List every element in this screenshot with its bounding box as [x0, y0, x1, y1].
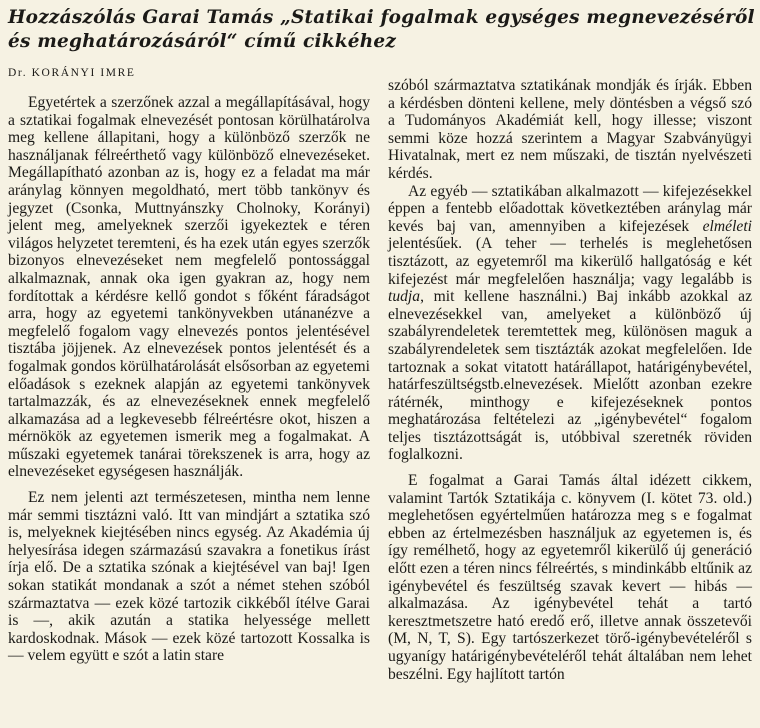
paragraph: Egyetértek a szerzőnek azzal a megállapításával, hogy a sztatikai fogalmak elnevezését pontosan körülhatárolva meg kellene állapitani, hogy a különböző szerzők ne használjanak félreérthető vagy különböző elnevezéseket. Megállapítható azonban az is, hogy ez a feladat ma már aránylag könnyen megoldható, mert több tankönyv és jegyzet (Csonka, Muttnyánszky Cholnoky, Korányi) jelent meg, amelyeknek szerzői igyekeztek e téren világos helyzetet teremteni, és ha ezek után egyes szerzők bizonyos elnevezéseket nem megfelelő pontossággal alkalmaznak, annak oka igen gyakran az, hogy nem fordítottak a kérdésre kellő gondot s főként fáradságot arra, hogy az egyetemi tankönyvekben utánanézve a megfelelő fogalom vagy elnevezés pontos jelentésével tisztába jöjjenek. Az elnevezések pontos jelentését és a fogalmak gondos körülhatárolását elsősorban az egyetemi előadások s ezeknek alapján az egyetemi tankönyvek tartalmazzák, és az elnevezéseknek ennek megfelelő alkamazása ad a legkevesebb félreértésre okot, hiszen a mérnökök az egyetemen ismerik meg a fogalmakat. A műszaki egyetemek tanárai törekszenek is arra, hogy az elnevezéseket egységesen használják.: [8, 94, 370, 481]
article-title: Hozzászólás Garai Tamás „Statikai fogalmak egységes megnevezéséről és meghatározásáról“ című cikkéhez: [8, 7, 755, 52]
paragraph: szóból származtatva sztatikának mondják és írják. Ebben a kérdésben dönteni kellene, mely döntésben a végső szó a Tudományos Akadémiát kell, hogy illesse; viszont semmi köze hozzá szerintem a Magyar Szabványügyi Hivatalnak, mert ez nem műszaki, de tisztán nyelvészeti kérdés.: [388, 77, 752, 182]
text-run: , mit kellene használni.) Baj inkább azokkal az elnevezésekkel van, amelyeket a különböző új szabályrendeletek teremtettek meg, különösen maguk a szabályrendeletek sem tisztázták azokat megfelelően. Ide tartoznak a sokat vitatott határállapot, határigénybevétel, határfeszültségstb.elnevezések. Mielőtt azonban ezekre rátérnék, minthogy e kifejezéseknek pontos meghatározása feltételezi az „igénybevétel“ fogalom teljes tisztázottságát is, utóbbival szeretnék röviden foglalkozni.: [388, 288, 752, 464]
paragraph: E fogalmat a Garai Tamás által idézett cikkem, valamint Tartók Sztatikája c. könyvem (I. kötet 73. old.) meglehetősen egyértelműen határozza meg s e fogalmat ebben az értelmezésben használjuk az egyetemen is, és így remélhető, hogy az egyetemről kikerülő új generáció előtt ezen a téren nincs félreértés, s mindinkább eltűnik az igénybevétel és feszültség szavak kevert — hibás — alkalmazása. Az igénybevétel tehát a tartó keresztmetszetre ható eredő erő, illetve annak összetevői (M, N, T, S). Egy tartószerkezet törő-igénybevételéről s ugyanígy határigénybevételéről tehát általában nem lehet beszélni. Egy hajlított tartón: [388, 472, 752, 683]
italic-term: elméleti: [702, 217, 752, 235]
italic-term: tudja: [388, 288, 421, 306]
text-run: jelentésűek. (A teher — terhelés is meglehetősen tisztázott, az egyetemről ma kikerülő hallgatóság e két kifejezést már megfelelően használja; vagy legalább is: [388, 235, 752, 288]
article-author: Dr. KORÁNYI IMRE: [8, 67, 136, 79]
left-column: [8, 94, 370, 665]
paragraph: Ez nem jelenti azt természetesen, mintha nem lenne már semmi tisztázni való. Itt van mindjárt a sztatika szó is, melyeknek kiejtésében nincs egység. Az Akadémia új helyesírása idegen származású szavakra a fonetikus írást írja elő. De a sztatika szónak a kiejtésével van baj! Igen sokan statikát mondanak a szót a német stehen szóból származtatva — ezek közé tartozik cikkéből ítélve Garai is —, akik azután a statika helyessége mellett kardoskodnak. Mások — ezek közé tartozott Kossalka is — velem együtt e szót a latin stare: [8, 489, 370, 665]
paragraph: [388, 183, 752, 465]
text-run: Az egyéb — sztatikában alkalmazott — kifejezésekkel éppen a fentebb előadottak következtében aránylag már kevés baj van, amennyiben a kifejezések: [388, 182, 752, 235]
right-column: [388, 77, 752, 683]
